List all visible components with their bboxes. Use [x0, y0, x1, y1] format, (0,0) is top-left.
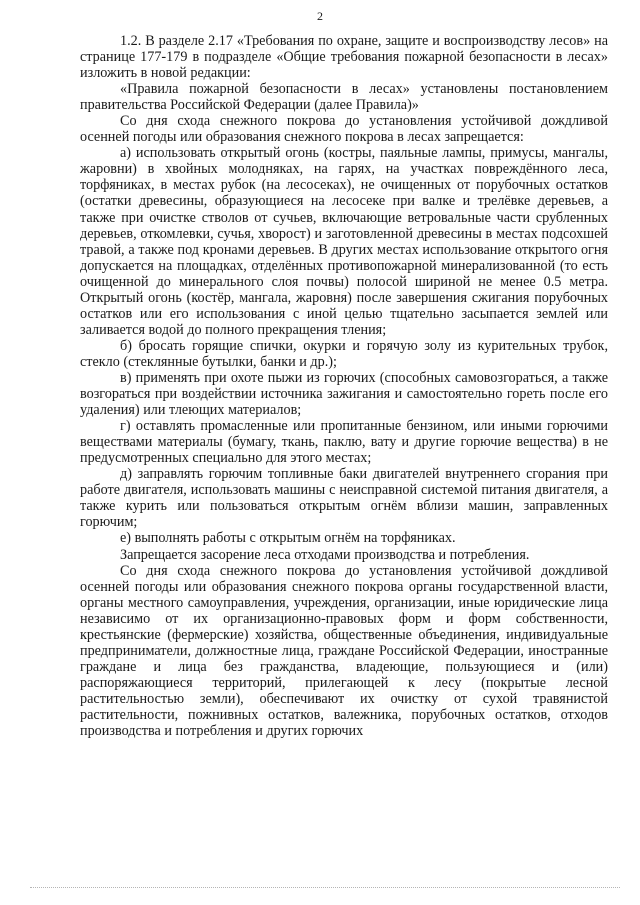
paragraph-item-g: г) оставлять промасленные или пропитанные бензином, или иными горючими веществами материалы (бумагу, ткань, паклю, вату и другие горючие вещества) в не предусмотренных специально для этого местах; [80, 418, 608, 467]
paragraph-item-b: б) бросать горящие спички, окурки и горячую золу из курительных трубок, стекло (стеклянные бутылки, банки и др.); [80, 337, 608, 370]
paragraph-rules-reference: «Правила пожарной безопасности в лесах» установлены постановлением правительства Российской Федерации (далее Правила)» [80, 81, 608, 114]
paragraph-clearing-obligation: Со дня схода снежного покрова до установления устойчивой дождливой осенней погоды или образования снежного покрова органы государственной власти, органы местного самоуправления, учреждения, организации, иные юридические лица независимо от их организационно-правовых форм и форм собственности, крестьянские (фермерские) хозяйства, общественные объединения, индивидуальные предприниматели, должностные лица, граждане Российской Федерации, иностранные граждане и лица без гражданства, владеющие, пользующиеся и (или) распоряжающиеся территорий, прилегающей к лесу (покрытые лесной растительностью земли), обеспечивают их очистку от сухой травянистой растительности, пожнивных остатков, валежника, порубочных остатков, отходов производства и потребления и других горючих [80, 562, 608, 740]
scan-edge-divider [30, 887, 620, 891]
page-number: 2 [317, 9, 323, 23]
paragraph-item-v: в) применять при охоте пыжи из горючих (способных самовозгораться, а также возгораться при воздействии источника зажигания и самостоятельно гореть после его удаления) или тлеющих материалов; [80, 369, 608, 419]
paragraph-section-heading: 1.2. В разделе 2.17 «Требования по охране, защите и воспроизводству лесов» на странице 177-179 в подразделе «Общие требования пожарной безопасности в лесах» изложить в новой редакции: [80, 33, 608, 82]
paragraph-item-d: д) заправлять горючим топливные баки двигателей внутреннего сгорания при работе двигателя, использовать машины с неисправной системой питания двигателя, а также курить или пользоваться открытым огнём вблизи машин, заправленных горючим; [80, 466, 608, 531]
paragraph-item-e: е) выполнять работы с открытым огнём на торфяниках. [120, 530, 456, 547]
paragraph-item-a: а) использовать открытый огонь (костры, паяльные лампы, примусы, мангалы, жаровни) в хвойных молодняках, на гарях, на участках повреждённого леса, торфяниках, в местах рубок (на лесосеках), не очищенных от порубочных остатков (остатки древесины, образующиеся на лесосеке при валке и трелёвке деревьев, а также при очистке стволов от сучьев, включающие ветровальные части срубленных деревьев, откомлевки, сучья, хворост) и заготовленной древесины в местах подсохшей травой, а также под кронами деревьев. В других местах использование открытого огня допускается на площадках, отделённых противопожарной минерализованной (то есть очищенной до минерального слоя почвы) полосой шириной не менее 0.5 метра. Открытый огонь (костёр, мангала, жаровня) после завершения сжигания порубочных остатков или его использования с иной целью тщательно засыпается землей или заливается водой до полного прекращения тления; [80, 145, 608, 338]
paragraph-prohibitions-intro: Со дня схода снежного покрова до установления устойчивой дождливой осенней погоды или образования снежного покрова в лесах запрещается: [80, 113, 608, 146]
document-body [80, 33, 608, 739]
paragraph-littering-ban: Запрещается засорение леса отходами производства и потребления. [120, 546, 530, 563]
